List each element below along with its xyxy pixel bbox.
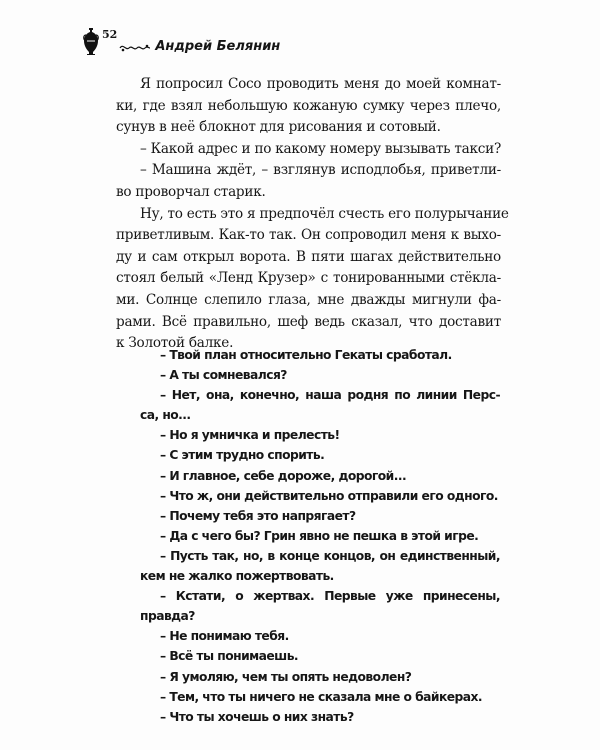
dialogue-line: правда? xyxy=(140,609,195,624)
text-line: Я попросил Сосо проводить меня до моей комнат- xyxy=(140,76,501,92)
dialogue-line: – Нет, она, конечно, наша родня по линии Перс- xyxy=(160,388,500,403)
text-line: Ну, то есть это я предпочёл счесть его полурычание xyxy=(140,205,509,222)
ornament-icon xyxy=(119,41,151,53)
text-line: приветливым. Как-то так. Он сопроводил меня к выхо- xyxy=(116,227,501,244)
dialogue-line: – Кстати, о жертвах. Первые уже принесены, xyxy=(160,589,500,604)
text-line: к Золотой балке. xyxy=(116,335,234,352)
text-line: – Какой адрес и по какому номеру вызывать такси? xyxy=(140,140,501,157)
text-line: ки, где взял небольшую кожаную сумку через плечо, xyxy=(116,97,501,114)
dialogue-line: – Твой план относительно Гекаты сработал. xyxy=(160,348,452,362)
running-header xyxy=(82,24,280,56)
dialogue-line: са, но... xyxy=(140,408,191,423)
dialogue-line: – А ты сомневался? xyxy=(160,368,287,383)
text-line: во проворчал старик. xyxy=(116,183,266,200)
dialogue-line: – Пусть так, но, в конце концов, он единственный, xyxy=(160,548,500,563)
text-line: сунув в неё блокнот для рисования и сотовый. xyxy=(116,119,441,136)
text-line: стоял белый «Ленд Крузер» с тонированными стёкла- xyxy=(116,270,501,287)
dialogue-line: – Всё ты понимаешь. xyxy=(160,649,299,664)
dialogue-line: – Не понимаю тебя. xyxy=(160,629,289,644)
dialogue-line: – Что ты хочешь о них знать? xyxy=(160,709,354,724)
text-line: рами. Всё правильно, шеф ведь сказал, что доставит xyxy=(116,313,501,330)
page-number: 52 xyxy=(102,28,118,41)
dialogue-line: – С этим трудно спорить. xyxy=(160,448,325,463)
dialogue-line: – И главное, себе дороже, дорогой... xyxy=(160,468,407,483)
text-line: ду и сам открыл ворота. В пяти шагах действительно xyxy=(116,248,501,265)
author-name: Андрей Белянин xyxy=(155,39,281,54)
narrative-text xyxy=(116,74,509,355)
text-line: – Машина ждёт, – взглянув исподлобья, приветли- xyxy=(140,162,501,179)
dialogue-line: – Я умоляю, чем ты опять недоволен? xyxy=(160,669,412,684)
dialogue-text xyxy=(140,345,500,727)
dialogue-line: – Почему тебя это напрягает? xyxy=(160,508,356,523)
dialogue-line: – Тем, что ты ничего не сказала мне о байкерах. xyxy=(160,689,483,704)
dialogue-line: – Но я умничка и прелесть! xyxy=(160,428,340,443)
dialogue-line: – Да с чего бы? Грин явно не пешка в этой игре. xyxy=(160,528,479,543)
text-line: ми. Солнце слепило глаза, мне дважды мигнули фа- xyxy=(116,291,501,308)
amphora-icon xyxy=(82,26,100,56)
dialogue-line: кем не жалко пожертвовать. xyxy=(140,569,334,584)
dialogue-line: – Что ж, они действительно отправили его одного. xyxy=(160,488,498,503)
